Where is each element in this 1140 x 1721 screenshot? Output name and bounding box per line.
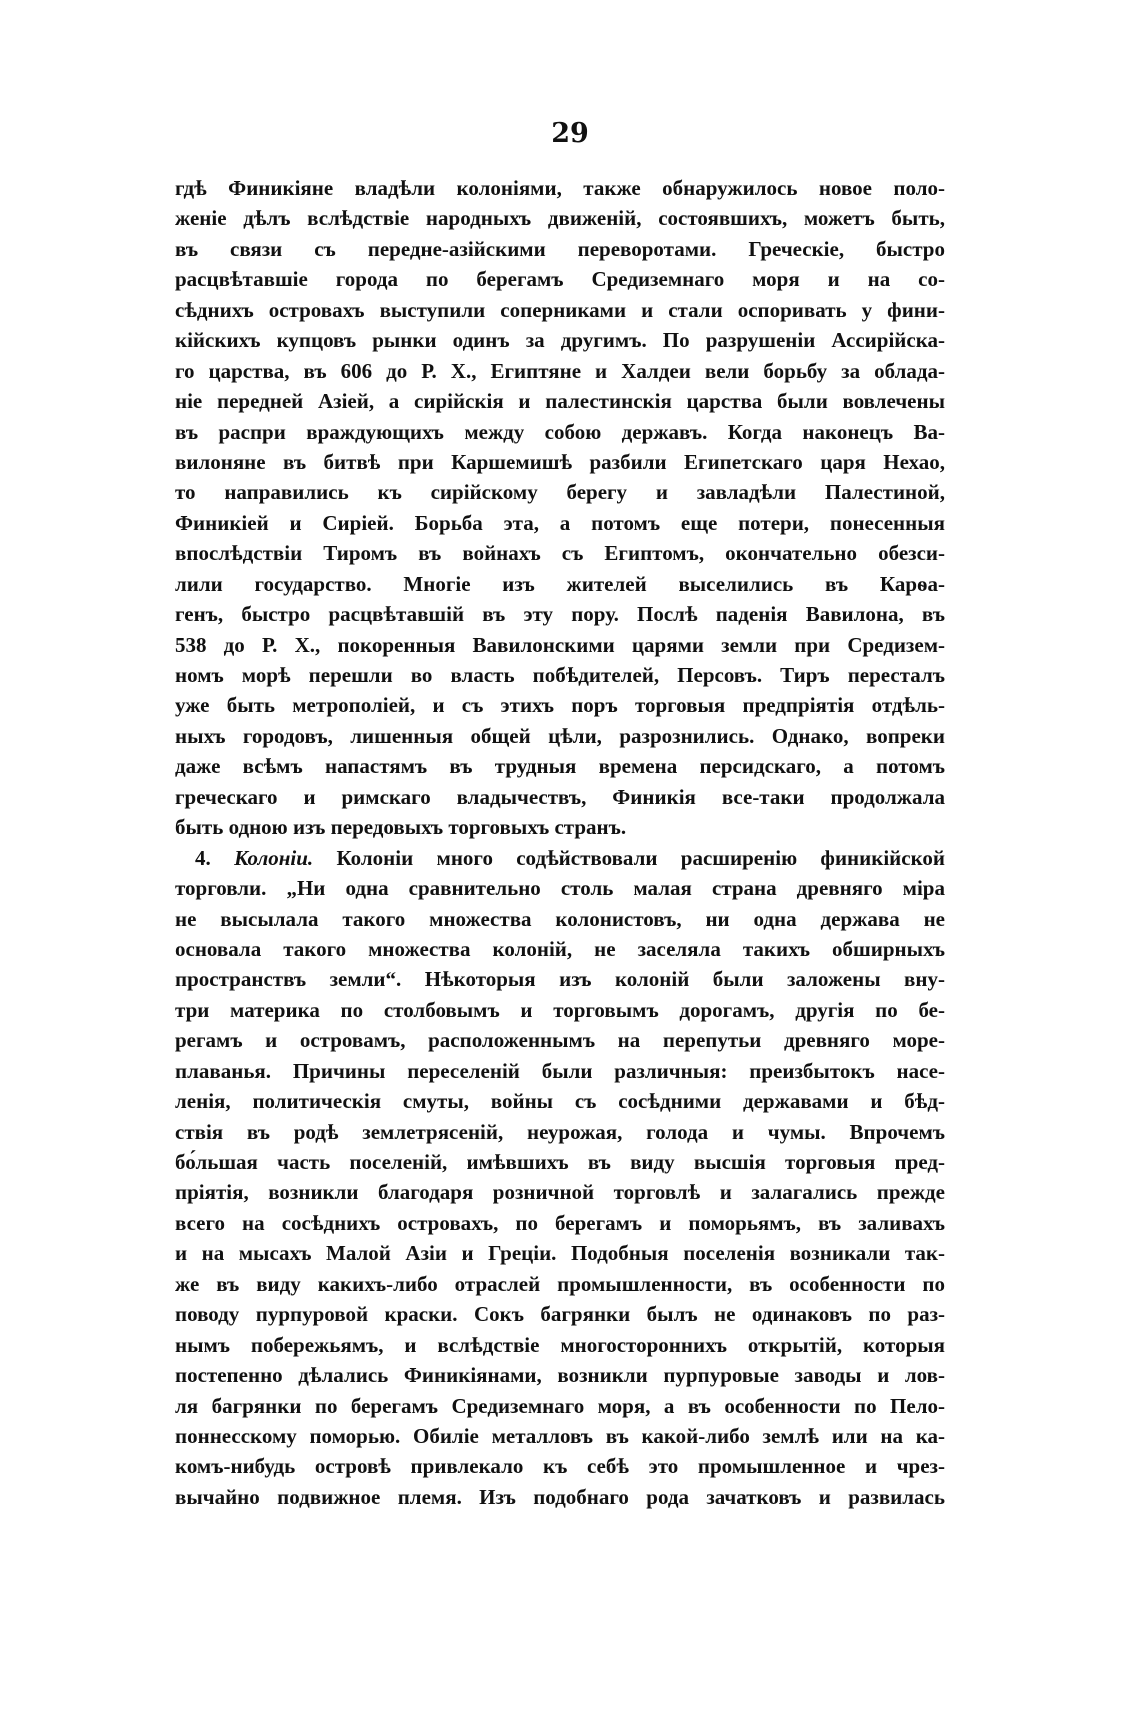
text-line: основала такого множества колоній, не заселяла такихъ обширныхъ <box>175 936 945 961</box>
text-line: въ распри враждующихъ между собою державъ. Когда наконецъ Ва- <box>175 419 945 444</box>
text-line: кійскихъ купцовъ рынки одинъ за другимъ. По разрушеніи Ассирійска- <box>175 328 945 353</box>
text-line: плаванья. Причины переселеній были различныя: преизбытокъ насе- <box>175 1058 945 1083</box>
text-line: греческаго и римскаго владычествъ, Финикія все-таки продолжала <box>175 784 945 809</box>
text-line: въ связи съ передне-азійскими переворотами. Греческіе, быстро <box>175 236 945 261</box>
text-line: торговли. „Ни одна сравнительно столь малая страна древняго міра <box>175 876 945 901</box>
text-line: уже быть метрополіей, и съ этихъ поръ торговыя предпріятія отдѣль- <box>175 693 945 718</box>
text-line: сѣднихъ островахъ выступили соперниками и стали оспоривать у фини- <box>175 297 945 322</box>
text-line: поводу пурпуровой краски. Сокъ багрянки былъ не одинаковъ по раз- <box>175 1302 945 1327</box>
text-line: ленія, политическія смуты, войны съ сосѣдними державами и бѣд- <box>175 1089 945 1114</box>
section-heading-line <box>175 843 945 873</box>
section-title: Колоніи. <box>234 845 314 870</box>
text-line: 538 до Р. Х., покоренныя Вавилонскими царями земли при Средизем- <box>175 632 945 657</box>
text-line: Финикіей и Сиріей. Борьба эта, а потомъ еще потери, понесенныя <box>175 510 945 535</box>
text-line: и на мысахъ Малой Азіи и Греціи. Подобныя поселенія возникали так- <box>175 1241 945 1266</box>
section-first-line-text: Колоніи много содѣйствовали расширенію финикійской <box>336 845 945 870</box>
text-line: ныхъ городовъ, лишенныя общей цѣли, разрознились. Однако, вопреки <box>175 723 945 748</box>
text-line: ля багрянки по берегамъ Средиземнаго моря, а въ особенности по Пело- <box>175 1393 945 1418</box>
text-line: вилоняне въ битвѣ при Каршемишѣ разбили Египетскаго царя Нехао, <box>175 449 945 474</box>
text-line: бо́льшая часть поселеній, имѣвшихъ въ виду высшія торговыя пред- <box>175 1150 945 1174</box>
text-line: не высылала такого множества колонистовъ, ни одна держава не <box>175 906 945 931</box>
text-line: го царства, въ 606 до Р. Х., Египтяне и Халдеи вели борьбу за облада- <box>175 358 945 383</box>
text-line: поннесскому поморью. Обиліе металловъ въ какой-либо землѣ или на ка- <box>175 1423 945 1448</box>
text-line: три материка по столбовымъ и торговымъ дорогамъ, другія по бе- <box>175 997 945 1022</box>
section-colonies <box>175 843 945 1513</box>
text-line: пространствъ земли“. Нѣкоторыя изъ колоній были заложены вну- <box>175 967 945 992</box>
text-line: комъ-нибудь островѣ привлекало къ себѣ это промышленное и чрез- <box>175 1454 945 1479</box>
text-line: расцвѣтавшіе города по берегамъ Средиземнаго моря и на со- <box>175 267 945 292</box>
text-line: регамъ и островамъ, расположеннымъ на перепутьи древняго море- <box>175 1028 945 1053</box>
text-line: постепенно дѣлались Финикіянами, возникли пурпуровые заводы и лов- <box>175 1363 945 1388</box>
text-line: пріятія, возникли благодаря розничной торговлѣ и залагались прежде <box>175 1180 945 1205</box>
text-line: лили государство. Многіе изъ жителей выселились въ Карѳа- <box>175 571 945 596</box>
text-line: вычайно подвижное племя. Изъ подобнаго рода зачатковъ и развилась <box>175 1484 945 1509</box>
text-line: впослѣдствіи Тиромъ въ войнахъ съ Египтомъ, окончательно обезси- <box>175 541 945 566</box>
text-line: женіе дѣлъ вслѣдствіе народныхъ движеній, состоявшихъ, можетъ быть, <box>175 206 945 231</box>
text-line: ствія въ родѣ землетрясеній, неурожая, голода и чумы. Впрочемъ <box>175 1119 945 1144</box>
page-number: 29 <box>551 118 589 149</box>
paragraph-colonies-context <box>175 173 945 843</box>
text-line: даже всѣмъ напастямъ въ трудныя времена персидскаго, а потомъ <box>175 754 945 779</box>
text-line: всего на сосѣднихъ островахъ, по берегамъ и поморьямъ, въ заливахъ <box>175 1210 945 1235</box>
body-text <box>175 173 945 1512</box>
text-line: нымъ побережьямъ, и вслѣдствіе многостороннихъ открытій, которыя <box>175 1332 945 1357</box>
text-line: номъ морѣ перешли во власть побѣдителей, Персовъ. Тиръ пересталъ <box>175 663 945 687</box>
text-line: быть одною изъ передовыхъ торговыхъ странъ. <box>175 815 627 840</box>
text-line: гдѣ Финикіяне владѣли колоніями, также обнаружилось новое поло- <box>175 176 945 200</box>
text-line: генъ, быстро расцвѣтавшій въ эту пору. Послѣ паденія Вавилона, въ <box>175 602 945 627</box>
text-line: ніе передней Азіей, а сирійскія и палестинскія царства были вовлечены <box>175 389 945 414</box>
text-line: же въ виду какихъ-либо отраслей промышленности, въ особенности по <box>175 1271 945 1296</box>
text-line: то направились къ сирійскому берегу и завладѣли Палестиной, <box>175 480 945 505</box>
section-number: 4. <box>195 845 211 870</box>
